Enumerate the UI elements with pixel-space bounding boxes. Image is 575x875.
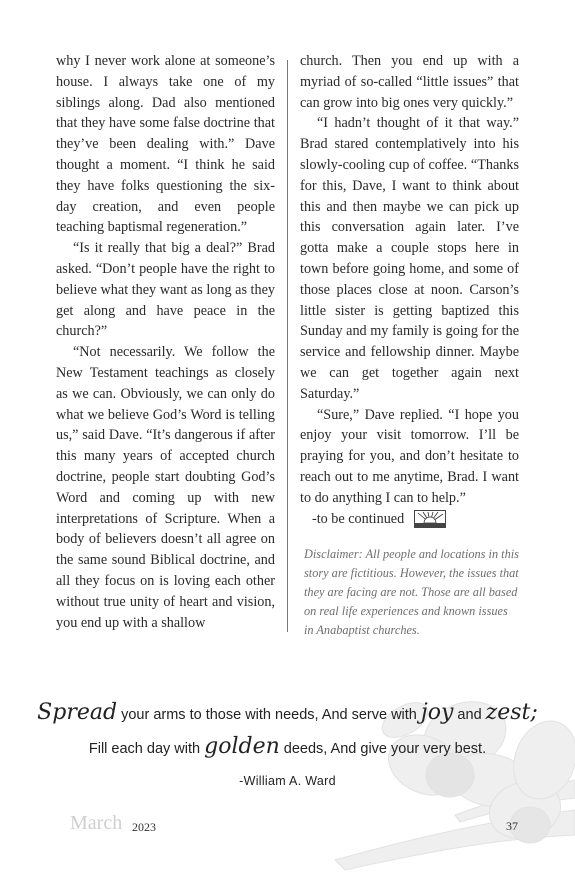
poem-line-1 <box>0 700 575 725</box>
paragraph: church. Then you end up with a myriad of so-called “little issues” that can grow into big ones very quickly.” <box>300 53 519 111</box>
poem-author: -William A. Ward <box>239 774 336 788</box>
poem-text: and <box>453 707 486 723</box>
paragraph: why I never work alone at someone’s house. I always take one of my siblings along. Dad also mentioned that they have some false doctrine that they’ve been dealing with.” Dave thought a moment. “I think he said they have folks questioning the six-day creation, and even people teaching baptismal regeneration.” <box>56 53 275 236</box>
poem-text: your arms to those with needs, And serve with <box>117 707 421 723</box>
paragraph: “Sure,” Dave replied. “I hope you enjoy your visit tomorrow. I’ll be praying for you, and don’t hesitate to reach out to me anytime, Brad. I want to do anything I can to help.” <box>300 406 519 506</box>
footer-month: March <box>70 812 123 834</box>
disclaimer: Disclaimer: All people and locations in this story are fictitious. However, the issues that they are facing are not. Those are all based on real life experiences and known issues in Anabaptist churches. <box>304 547 519 637</box>
paragraph: “Is it really that big a deal?” Brad asked. “Don’t people have the right to believe what they want as long as they get along and have peace in the church?” <box>56 240 275 340</box>
poem-script-word: joy <box>420 700 454 725</box>
sunrise-icon <box>414 510 446 528</box>
poem-script-word: Spread <box>37 700 118 725</box>
to-be-continued <box>300 509 519 530</box>
page-number: 37 <box>506 819 518 833</box>
poem-line-2 <box>0 734 575 759</box>
poem-text: deeds, And give your very best. <box>279 741 487 757</box>
right-column <box>300 51 519 639</box>
footer-year: 2023 <box>132 820 156 834</box>
paragraph: “Not necessarily. We follow the New Testament teachings as closely as we can. Obviously, we can only do what we believe God’s Word is telling us,” said Dave. “It’s dangerous if after this many years of accepted church doctrine, people start doubting God’s Word and coming up with new interpretations of Scripture. When a body of believers doesn’t all agree on the same sound Biblical doctrine, and all they focus on is loving each other without true unity of heart and vision, you end up with a shallow <box>56 344 275 631</box>
daffodil-illustration <box>245 660 575 875</box>
poem-script-word: golden <box>204 734 280 759</box>
column-divider <box>287 60 288 632</box>
poem-text: Fill each day with <box>88 741 205 757</box>
to-be-continued-label: -to be continued <box>312 510 405 527</box>
poem-script-word: zest; <box>485 700 538 725</box>
left-column <box>56 51 275 633</box>
paragraph: “I hadn’t thought of it that way.” Brad stared contemplatively into his slowly-cooling cup of coffee. “Thanks for this, Dave, I want to think about this and then maybe we can pick up this conversation again later. I’ve gotta make a couple stops here in town before going home, and some of those places close at noon. Carson’s little sister is getting baptized this Sunday and my family is going for the service and fellowship dinner. Maybe we can get together again next Saturday.” <box>300 115 519 402</box>
